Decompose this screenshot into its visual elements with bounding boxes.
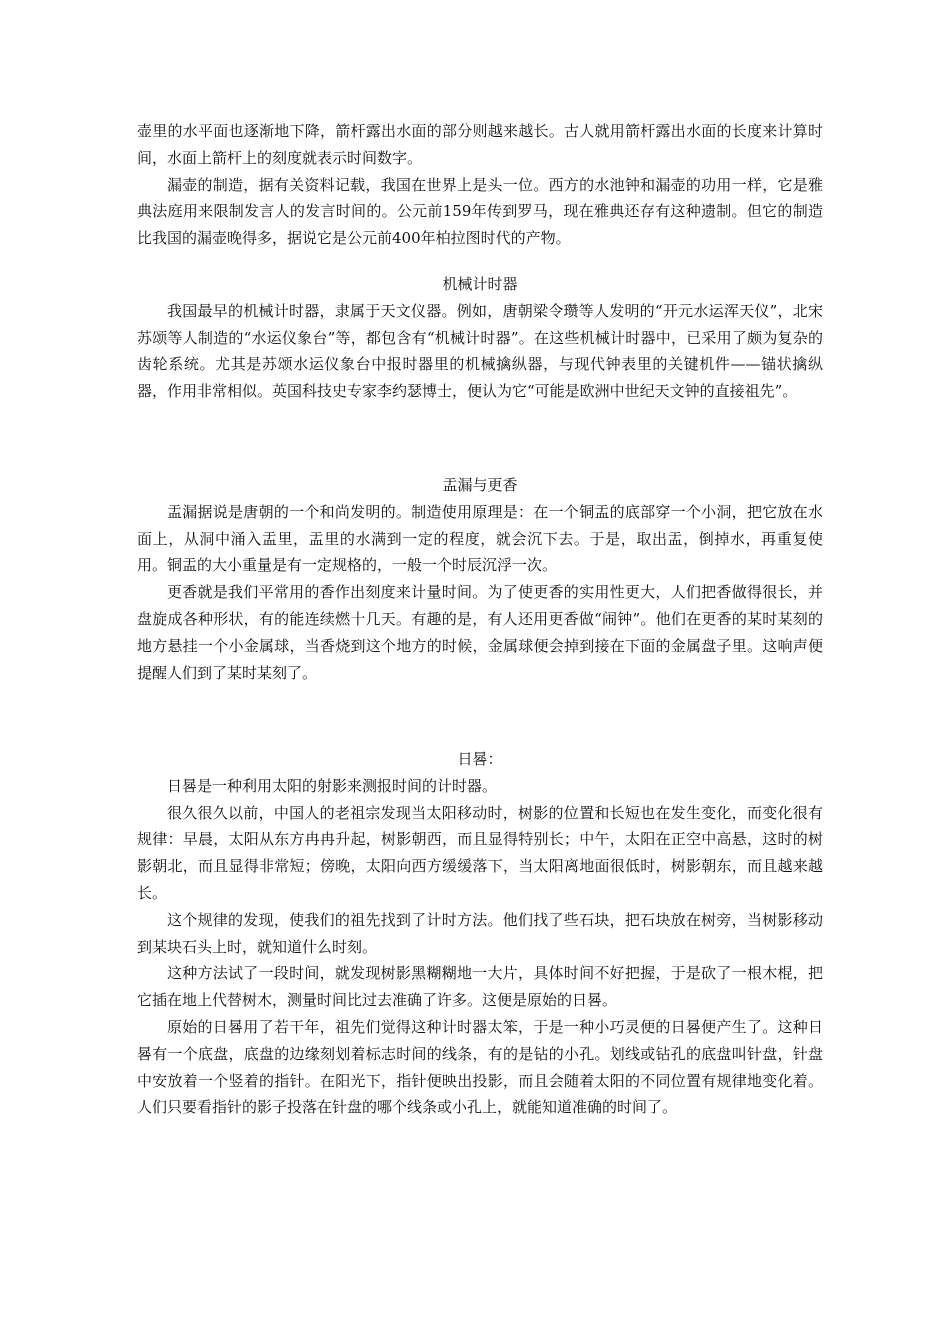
incense-paragraph-2: 更香就是我们平常用的香作出刻度来计量时间。为了使更香的实用性更大，人们把香做得很长，并盘旋成各种形状，有的能连续燃十几天。有趣的是，有人还用更香做“闹钟”。他们在更香的某时某刻的地方悬挂一个小金属球，当香烧到这个地方的时候，金属球便会掉到接在下面的金属盘子里。这响声便提醒人们到了某时某刻了。 bbox=[137, 583, 823, 682]
mechanical-paragraph-1: 我国最早的机械计时器，隶属于天文仪器。例如，唐朝梁令瓒等人发明的“开元水运浑天仪”，北宋苏颂等人制造的“水运仪象台”等，都包含有“机械计时器”。在这些机械计时器中，已采用了颇为复杂的齿轮系统。尤其是苏颂水运仪象台中报时器里的机械擒纵器，与现代钟表里的关键机件——锚状擒纵器，作用非常相似。英国科技史专家李约瑟博士，便认为它“可能是欧洲中世纪天文钟的直接祖先”。 bbox=[137, 301, 823, 401]
section-title-incense: 盂漏与更香 bbox=[442, 476, 518, 494]
section-title-mechanical: 机械计时器 bbox=[442, 275, 518, 293]
intro-paragraph-2: 漏壶的制造，据有关资料记载，我国在世界上是头一位。西方的水池钟和漏壶的功用一样，它是雅典法庭用来限制发言人的发言时间的。公元前159年传到罗马，现在雅典还存有这种遗制。但它的制造比我国的漏壶晚得多，据说它是公元前400年柏拉图时代的产物。 bbox=[137, 175, 823, 248]
sundial-paragraph-1: 日晷是一种利用太阳的射影来测报时间的计时器。 bbox=[167, 776, 498, 795]
sundial-paragraph-3: 这个规律的发现，使我们的祖先找到了计时方法。他们找了些石块，把石块放在树旁，当树影移动到某块石头上时，就知道什么时刻。 bbox=[137, 910, 823, 956]
sundial-paragraph-4: 这种方法试了一段时间，就发现树影黑糊糊地一大片，具体时间不好把握，于是砍了一根木棍，把它插在地上代替树木，测量时间比过去准确了许多。这便是原始的日晷。 bbox=[137, 964, 823, 1010]
incense-section bbox=[137, 472, 823, 686]
sundial-paragraph-2: 很久很久以前，中国人的老祖宗发现当太阳移动时，树影的位置和长短也在发生变化，而变化很有规律：早晨，太阳从东方冉冉升起，树影朝西，而且显得特别长；中午，太阳在正空中高悬，这时的树影朝北，而且显得非常短；傍晚，太阳向西方缓缓落下，当太阳离地面很低时，树影朝东，而且越来越长。 bbox=[137, 803, 823, 902]
intro-section bbox=[137, 118, 823, 252]
section-title-sundial: 日晷： bbox=[457, 750, 503, 768]
sundial-section bbox=[137, 746, 823, 1121]
intro-paragraph-1: 壶里的水平面也逐渐地下降，箭杆露出水面的部分则越来越长。古人就用箭杆露出水面的长度来计算时间，水面上箭杆上的刻度就表示时间数字。 bbox=[137, 122, 823, 167]
mechanical-section bbox=[137, 271, 823, 405]
sundial-paragraph-5: 原始的日晷用了若干年，祖先们觉得这种计时器太笨，于是一种小巧灵便的日晷便产生了。这种日晷有一个底盘，底盘的边缘刻划着标志时间的线条，有的是钻的小孔。划线或钻孔的底盘叫针盘，针盘中安放着一个竖着的指针。在阳光下，指针便映出投影，而且会随着太阳的不同位置有规律地变化着。人们只要看指针的影子投落在针盘的哪个线条或小孔上，就能知道准确的时间了。 bbox=[137, 1017, 823, 1117]
incense-paragraph-1: 盂漏据说是唐朝的一个和尚发明的。制造使用原理是：在一个铜盂的底部穿一个小洞，把它放在水面上，从洞中涌入盂里，盂里的水满到一定的程度，就会沉下去。于是，取出盂，倒掉水，再重复使用。铜盂的大小重量是有一定规格的，一般一个时辰沉浮一次。 bbox=[137, 502, 823, 575]
